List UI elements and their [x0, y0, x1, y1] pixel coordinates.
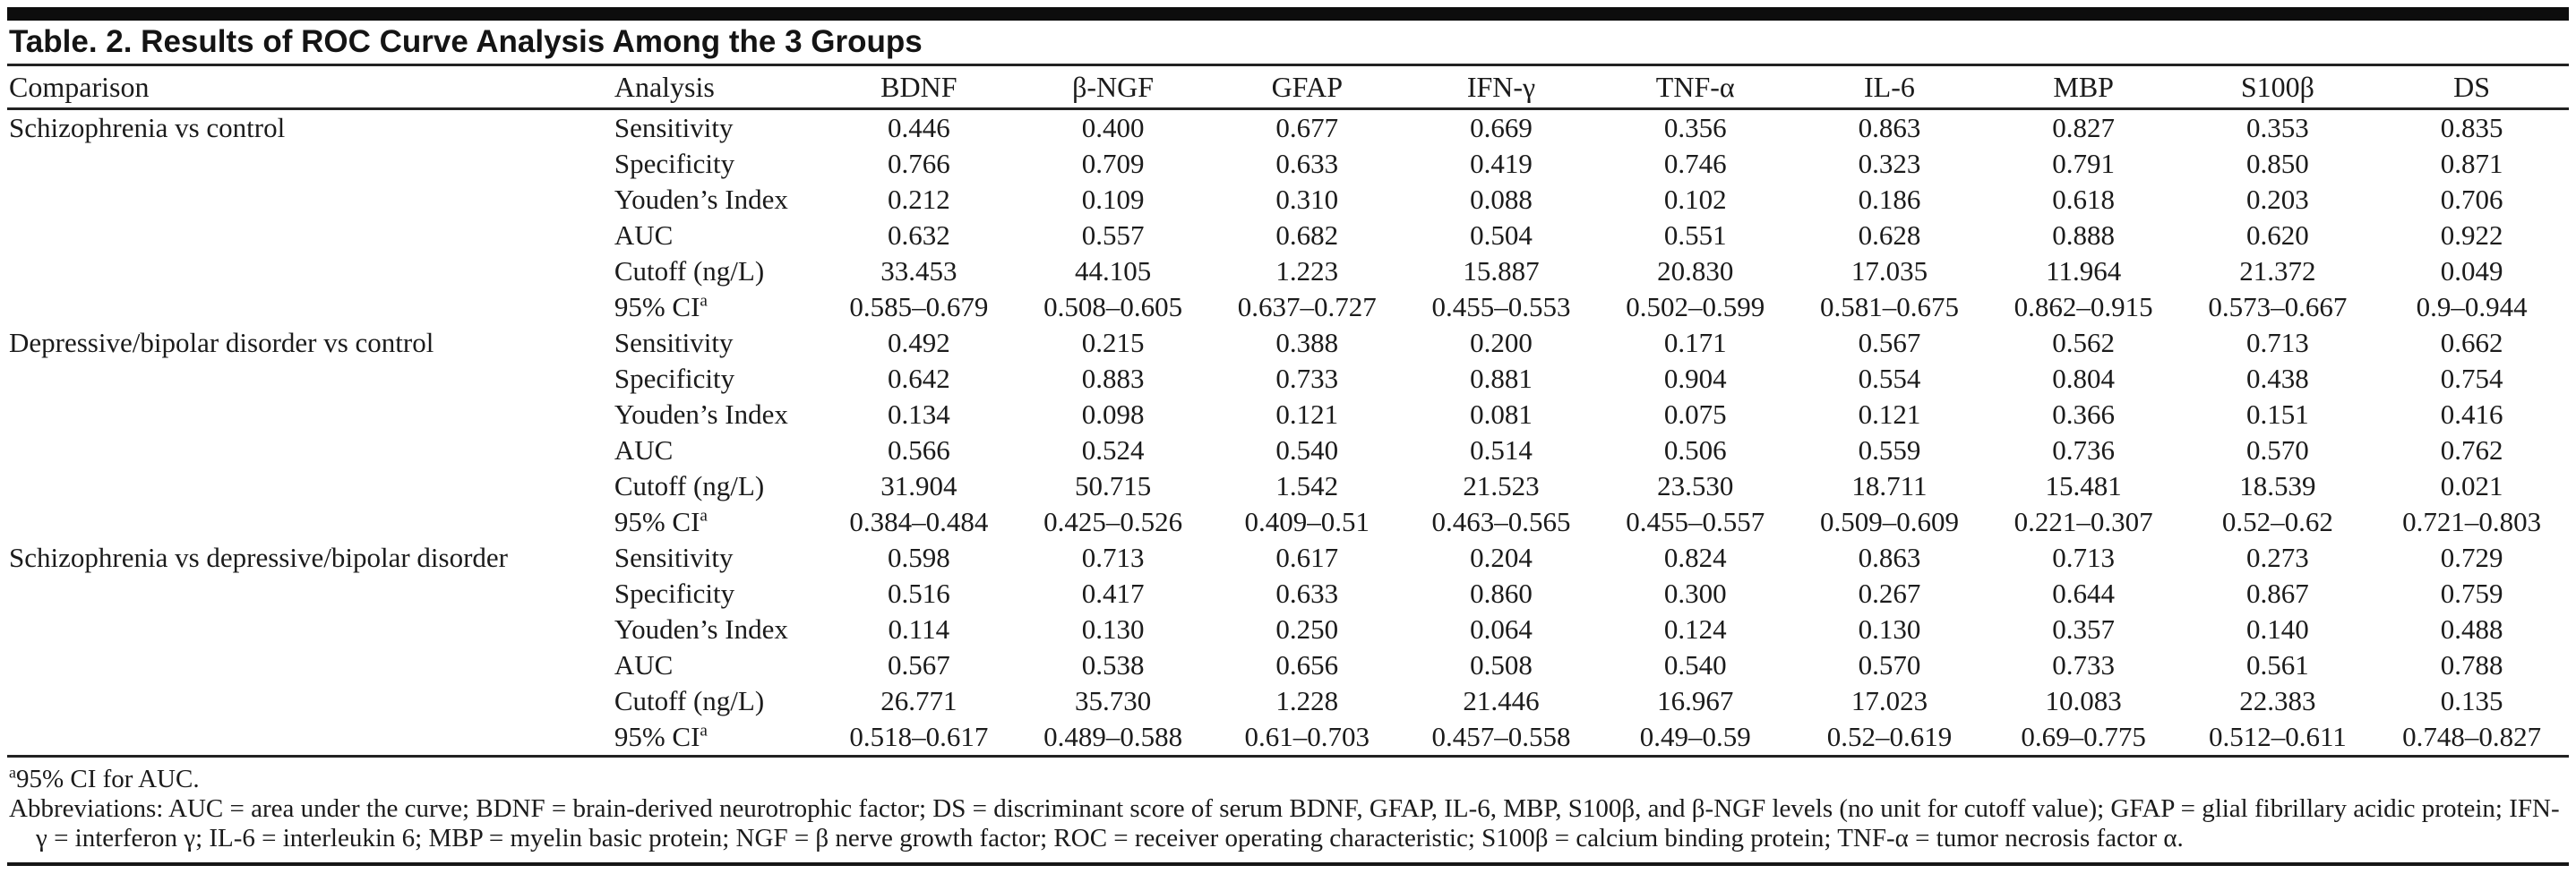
value-cell: 1.228: [1275, 685, 1339, 716]
table-row: [7, 540, 2569, 576]
value-cell: 10.083: [2045, 685, 2122, 716]
value-cell: 50.715: [1074, 470, 1152, 501]
value-cell: 0.733: [2052, 649, 2116, 681]
value-cell: 0.559: [1858, 434, 1921, 466]
value-cell: 0.791: [2052, 148, 2116, 179]
value-cell: 0.561: [2246, 649, 2309, 681]
value-cell: 0.669: [1470, 112, 1533, 143]
analysis-label-cell: 95% $CI^a$: [614, 291, 708, 322]
value-cell: 0.746: [1663, 148, 1727, 179]
value-cell: 0.862–0.915: [2014, 291, 2153, 322]
value-cell: 0.203: [2246, 184, 2309, 215]
value-cell: 0.642: [887, 363, 950, 394]
value-cell: 0.570: [1858, 649, 1921, 681]
column-header: Comparison: [7, 66, 614, 109]
analysis-label-cell: 95% $CI^a$: [614, 721, 708, 752]
roc-table: [7, 66, 2569, 758]
value-cell: 0.130: [1858, 613, 1921, 645]
footnote-abbreviations: Abbreviations: AUC = area under the curve; BDNF = brain-derived neurotrophic factor; DS = discriminant score of serum BDNF, GFAP, IL-6, MBP, S100β, and β-NGF levels (no unit for cutoff value); GFAP = glial fibrillary acidic protein; IFN-γ = interferon γ; IL-6 = interleukin 6; MBP = myelin basic protein; NGF = β nerve growth factor; ROC = receiver operating characteristic; S100β = calcium binding protein; TNF-α = tumor necrosis factor α.: [9, 794, 2560, 852]
value-cell: 0.171: [1663, 327, 1727, 358]
analysis-label-cell: AUC: [614, 219, 674, 251]
analysis-label-cell: Youden’s Index: [614, 398, 788, 430]
value-cell: 0.617: [1275, 542, 1339, 573]
value-cell: 0.581–0.675: [1819, 291, 1959, 322]
value-cell: 0.618: [2052, 184, 2116, 215]
value-cell: 0.570: [2246, 434, 2309, 466]
value-cell: 26.771: [880, 685, 957, 716]
value-cell: 0.081: [1470, 398, 1533, 430]
value-cell: 0.538: [1081, 649, 1145, 681]
value-cell: 15.481: [2045, 470, 2122, 501]
value-cell: 0.748–0.827: [2402, 721, 2542, 752]
analysis-label-cell: Specificity: [614, 363, 735, 394]
column-header: TNF-α: [1598, 66, 1792, 109]
value-cell: 0.353: [2246, 112, 2309, 143]
value-cell: 35.730: [1074, 685, 1152, 716]
analysis-label-cell: AUC: [614, 434, 674, 466]
value-cell: 15.887: [1463, 255, 1540, 287]
value-cell: 0.904: [1663, 363, 1727, 394]
value-cell: 0.644: [2052, 578, 2116, 609]
value-cell: 0.049: [2440, 255, 2503, 287]
value-cell: 0.098: [1081, 398, 1145, 430]
value-cell: 0.632: [887, 219, 950, 251]
analysis-label-cell: Youden’s Index: [614, 613, 788, 645]
value-cell: 18.539: [2239, 470, 2316, 501]
value-cell: 0.827: [2052, 112, 2116, 143]
value-cell: 0.357: [2052, 613, 2116, 645]
value-cell: 0.300: [1663, 578, 1727, 609]
value-cell: 0.562: [2052, 327, 2116, 358]
analysis-label-cell: 95% $CI^a$: [614, 506, 708, 537]
value-cell: 0.637–0.727: [1237, 291, 1377, 322]
value-cell: 0.713: [2052, 542, 2116, 573]
value-cell: 0.540: [1663, 649, 1727, 681]
value-cell: 0.860: [1470, 578, 1533, 609]
value-cell: 0.021: [2440, 470, 2503, 501]
value-cell: 0.871: [2440, 148, 2503, 179]
value-cell: 0.384–0.484: [849, 506, 989, 537]
column-header: β-NGF: [1016, 66, 1210, 109]
value-cell: 0.804: [2052, 363, 2116, 394]
comparison-cell: Depressive/bipolar disorder vs control: [9, 327, 434, 358]
value-cell: 0.212: [887, 184, 950, 215]
value-cell: 44.105: [1074, 255, 1152, 287]
value-cell: 0.102: [1663, 184, 1727, 215]
table-footnotes: [7, 758, 2569, 866]
value-cell: 0.124: [1663, 613, 1727, 645]
value-cell: 0.492: [887, 327, 950, 358]
analysis-label-cell: Specificity: [614, 578, 735, 609]
analysis-label-cell: Sensitivity: [614, 542, 734, 573]
value-cell: 0.540: [1275, 434, 1339, 466]
value-cell: 0.554: [1858, 363, 1921, 394]
value-cell: 0.409–0.51: [1244, 506, 1370, 537]
value-cell: 0.628: [1858, 219, 1921, 251]
value-cell: 0.121: [1858, 398, 1921, 430]
value-cell: 0.754: [2440, 363, 2503, 394]
value-cell: 0.52–0.62: [2221, 506, 2333, 537]
value-cell: 0.706: [2440, 184, 2503, 215]
value-cell: 0.215: [1081, 327, 1145, 358]
table-body: [7, 109, 2569, 757]
value-cell: 0.567: [1858, 327, 1921, 358]
value-cell: 0.514: [1470, 434, 1533, 466]
value-cell: 20.830: [1657, 255, 1734, 287]
value-cell: 16.967: [1657, 685, 1734, 716]
value-cell: 0.323: [1858, 148, 1921, 179]
value-cell: 0.489–0.588: [1043, 721, 1183, 752]
value-cell: 0.69–0.775: [2021, 721, 2146, 752]
value-cell: 0.512–0.611: [2208, 721, 2347, 752]
value-cell: 0.713: [2246, 327, 2309, 358]
value-cell: 0.585–0.679: [849, 291, 989, 322]
value-cell: 0.863: [1858, 542, 1921, 573]
value-cell: 0.135: [2440, 685, 2503, 716]
table-title: Table. 2. Results of ROC Curve Analysis Among the 3 Groups: [7, 21, 2569, 66]
value-cell: 0.388: [1275, 327, 1339, 358]
value-cell: 0.733: [1275, 363, 1339, 394]
value-cell: 0.516: [887, 578, 950, 609]
value-cell: 0.204: [1470, 542, 1533, 573]
column-header: DS: [2374, 66, 2569, 109]
comparison-cell: Schizophrenia vs control: [9, 112, 286, 143]
analysis-label-cell: Youden’s Index: [614, 184, 788, 215]
value-cell: 23.530: [1657, 470, 1734, 501]
analysis-label-cell: Cutoff (ng/L): [614, 470, 765, 501]
value-cell: 0.200: [1470, 327, 1533, 358]
table-header-row: [7, 66, 2569, 109]
value-cell: 22.383: [2239, 685, 2316, 716]
analysis-label-cell: Sensitivity: [614, 327, 734, 358]
value-cell: 0.863: [1858, 112, 1921, 143]
value-cell: 0.504: [1470, 219, 1533, 251]
value-cell: 0.567: [887, 649, 950, 681]
value-cell: 0.109: [1081, 184, 1145, 215]
value-cell: 0.713: [1081, 542, 1145, 573]
value-cell: 0.463–0.565: [1431, 506, 1571, 537]
value-cell: 1.542: [1275, 470, 1339, 501]
value-cell: 21.372: [2239, 255, 2316, 287]
value-cell: 0.425–0.526: [1043, 506, 1183, 537]
footnote-a: [9, 765, 2569, 794]
column-header: Analysis: [614, 66, 822, 109]
value-cell: 0.509–0.609: [1819, 506, 1959, 537]
value-cell: 0.883: [1081, 363, 1145, 394]
table-row: [7, 325, 2569, 361]
value-cell: 0.518–0.617: [849, 721, 989, 752]
value-cell: 0.446: [887, 112, 950, 143]
value-cell: 17.035: [1850, 255, 1928, 287]
column-header: IFN-γ: [1404, 66, 1599, 109]
value-cell: 0.633: [1275, 578, 1339, 609]
value-cell: 11.964: [2046, 255, 2122, 287]
value-cell: 0.455–0.557: [1626, 506, 1765, 537]
value-cell: 0.759: [2440, 578, 2503, 609]
value-cell: 0.551: [1663, 219, 1727, 251]
value-cell: 0.186: [1858, 184, 1921, 215]
value-cell: 21.523: [1463, 470, 1540, 501]
ci-superscript: a: [700, 721, 708, 741]
value-cell: 1.223: [1275, 255, 1339, 287]
value-cell: 31.904: [880, 470, 957, 501]
value-cell: 0.524: [1081, 434, 1145, 466]
value-cell: 0.736: [2052, 434, 2116, 466]
column-header: S100β: [2181, 66, 2375, 109]
value-cell: 0.835: [2440, 112, 2503, 143]
value-cell: 0.766: [887, 148, 950, 179]
analysis-label-cell: Sensitivity: [614, 112, 734, 143]
value-cell: 0.620: [2246, 219, 2309, 251]
value-cell: 17.023: [1850, 685, 1928, 716]
value-cell: 0.130: [1081, 613, 1145, 645]
analysis-label-cell: Specificity: [614, 148, 735, 179]
value-cell: 0.419: [1470, 148, 1533, 179]
value-cell: 0.656: [1275, 649, 1339, 681]
value-cell: 0.140: [2246, 613, 2309, 645]
value-cell: 0.573–0.667: [2208, 291, 2348, 322]
value-cell: 0.502–0.599: [1626, 291, 1765, 322]
value-cell: 0.888: [2052, 219, 2116, 251]
value-cell: 0.52–0.619: [1826, 721, 1953, 752]
analysis-label-cell: AUC: [614, 649, 674, 681]
value-cell: 0.508–0.605: [1043, 291, 1183, 322]
value-cell: 0.273: [2246, 542, 2309, 573]
value-cell: 0.457–0.558: [1431, 721, 1571, 752]
value-cell: 0.121: [1275, 398, 1339, 430]
value-cell: 0.662: [2440, 327, 2503, 358]
footnote-a-marker: a: [9, 763, 16, 782]
ci-superscript: a: [700, 291, 708, 311]
value-cell: 0.709: [1081, 148, 1145, 179]
comparison-cell: Schizophrenia vs depressive/bipolar disorder: [9, 542, 508, 573]
value-cell: 0.438: [2246, 363, 2309, 394]
value-cell: 0.064: [1470, 613, 1533, 645]
value-cell: 0.400: [1081, 112, 1145, 143]
value-cell: 0.151: [2246, 398, 2309, 430]
column-header: BDNF: [821, 66, 1016, 109]
value-cell: 0.824: [1663, 542, 1727, 573]
value-cell: 0.221–0.307: [2014, 506, 2153, 537]
analysis-label-cell: Cutoff (ng/L): [614, 685, 765, 716]
value-cell: 0.416: [2440, 398, 2503, 430]
value-cell: 21.446: [1463, 685, 1540, 716]
value-cell: 0.417: [1081, 578, 1145, 609]
analysis-label-cell: Cutoff (ng/L): [614, 255, 765, 287]
value-cell: 0.455–0.553: [1431, 291, 1571, 322]
value-cell: 0.850: [2246, 148, 2309, 179]
value-cell: 0.366: [2052, 398, 2116, 430]
value-cell: 0.267: [1858, 578, 1921, 609]
value-cell: 0.788: [2440, 649, 2503, 681]
value-cell: 0.557: [1081, 219, 1145, 251]
table-top-bar: [7, 7, 2569, 21]
value-cell: 0.762: [2440, 434, 2503, 466]
value-cell: 0.506: [1663, 434, 1727, 466]
value-cell: 18.711: [1851, 470, 1928, 501]
value-cell: 0.134: [887, 398, 950, 430]
table-row: [7, 109, 2569, 147]
column-header: MBP: [1987, 66, 2181, 109]
value-cell: 0.721–0.803: [2402, 506, 2542, 537]
footnote-a-text: 95% CI for AUC.: [15, 765, 200, 793]
value-cell: 0.867: [2246, 578, 2309, 609]
value-cell: 0.677: [1275, 112, 1339, 143]
value-cell: 0.356: [1663, 112, 1727, 143]
value-cell: 0.881: [1470, 363, 1533, 394]
value-cell: 0.61–0.703: [1244, 721, 1370, 752]
value-cell: 0.488: [2440, 613, 2503, 645]
value-cell: 0.088: [1470, 184, 1533, 215]
column-header: GFAP: [1210, 66, 1404, 109]
value-cell: 0.922: [2440, 219, 2503, 251]
value-cell: 33.453: [880, 255, 957, 287]
value-cell: 0.250: [1275, 613, 1339, 645]
value-cell: 0.49–0.59: [1639, 721, 1751, 752]
value-cell: 0.508: [1470, 649, 1533, 681]
value-cell: 0.682: [1275, 219, 1339, 251]
value-cell: 0.075: [1663, 398, 1727, 430]
value-cell: 0.114: [888, 613, 950, 645]
column-header: IL-6: [1792, 66, 1987, 109]
value-cell: 0.729: [2440, 542, 2503, 573]
value-cell: 0.310: [1275, 184, 1339, 215]
ci-superscript: a: [700, 506, 708, 526]
value-cell: 0.566: [887, 434, 950, 466]
value-cell: 0.598: [887, 542, 950, 573]
value-cell: 0.9–0.944: [2416, 291, 2528, 322]
value-cell: 0.633: [1275, 148, 1339, 179]
